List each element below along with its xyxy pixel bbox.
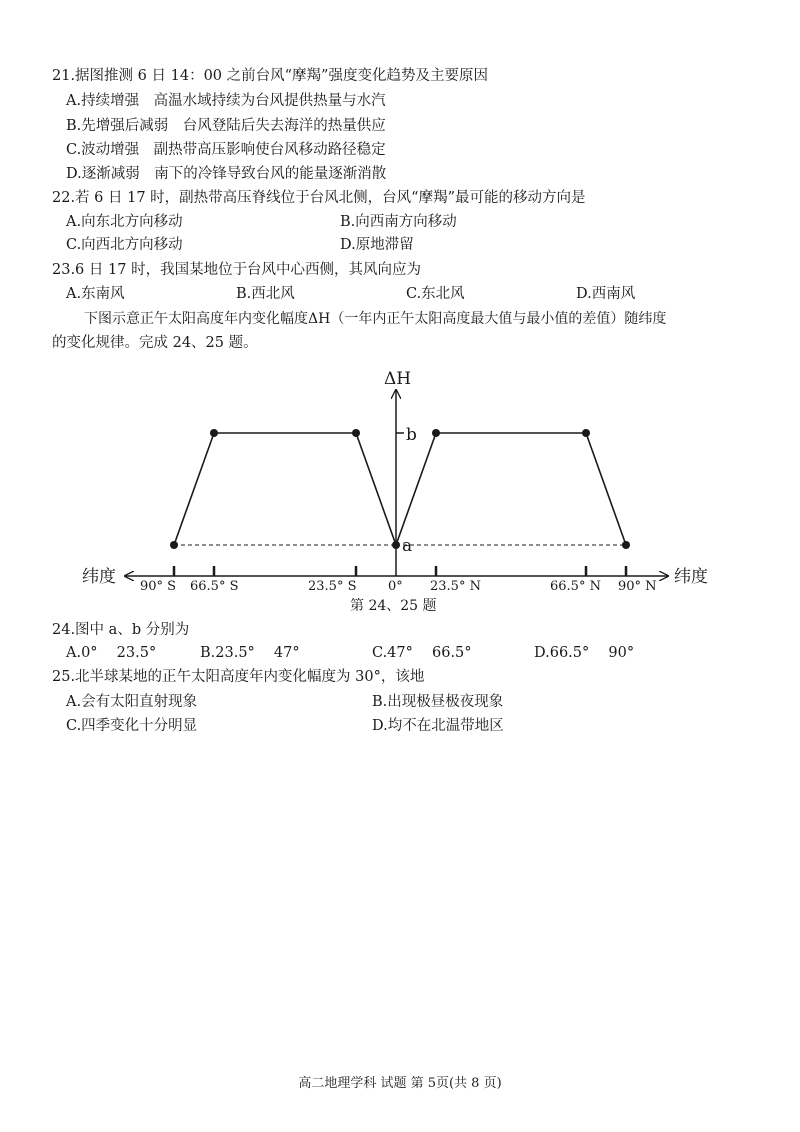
x-axis-label-left: 纬度: [82, 567, 116, 587]
tick-label-90n: 90° N: [618, 579, 657, 594]
tick-label-66n: 66.5° N: [550, 579, 601, 594]
q25-option-c: C.四季变化十分明显: [66, 718, 198, 734]
q23-option-a: A.东南风: [66, 286, 125, 302]
tick-label-66s: 66.5° S: [190, 579, 239, 594]
tick-label-23s: 23.5° S: [308, 579, 357, 594]
q21-option-c: C.波动增强 副热带高压影响使台风移动路径稳定: [66, 142, 386, 158]
point-66s: [210, 429, 218, 437]
q23-option-d: D.西南风: [576, 286, 636, 302]
tick-label-23n: 23.5° N: [430, 579, 481, 594]
point-90s: [170, 541, 178, 549]
y-axis-label: ΔH: [384, 369, 412, 389]
point-23s: [352, 429, 360, 437]
q24-option-b: B.23.5° 47°: [200, 645, 300, 661]
q23-stem: 23.6 日 17 时，我国某地位于台风中心西侧，其风向应为: [52, 262, 422, 278]
figure-caption: 第 24、25 题: [350, 598, 437, 614]
x-axis-label-right: 纬度: [674, 567, 708, 587]
q25-option-a: A.会有太阳直射现象: [66, 694, 198, 710]
q21-stem: 21.据图推测 6 日 14：00 之前台风“摩羯”强度变化趋势及主要原因: [52, 68, 488, 84]
q25-option-b: B.出现极昼极夜现象: [372, 694, 504, 710]
point-66n: [582, 429, 590, 437]
q21-option-d: D.逐渐减弱 南下的冷锋导致台风的能量逐渐消散: [66, 166, 387, 182]
q23-option-b: B.西北风: [236, 286, 295, 302]
page-footer: 高二地理学科 试题 第 5页(共 8 页): [298, 1076, 502, 1091]
q22-option-b: B.向西南方向移动: [340, 214, 457, 230]
q23-option-c: C.东北风: [406, 286, 465, 302]
q25-option-d: D.均不在北温带地区: [372, 718, 504, 734]
point-equator: [392, 541, 400, 549]
q21-option-a: A.持续增强 高温水域持续为台风提供热量与水汽: [66, 93, 386, 109]
latitude-delta-h-figure: [0, 360, 800, 620]
q24-option-a: A.0° 23.5°: [66, 645, 157, 661]
tick-label-0: 0°: [388, 579, 403, 594]
q24-option-d: D.66.5° 90°: [534, 645, 635, 661]
intro-line-1: 下图示意正午太阳高度年内变化幅度ΔH（一年内正午太阳高度最大值与最小值的差值）随纬度: [84, 311, 667, 327]
q22-option-c: C.向西北方向移动: [66, 237, 183, 253]
x-axis-ticks: [174, 566, 626, 576]
q24-stem: 24.图中 a、b 分别为: [52, 622, 190, 638]
q24-option-c: C.47° 66.5°: [372, 645, 472, 661]
point-90n: [622, 541, 630, 549]
q22-option-a: A.向东北方向移动: [66, 214, 183, 230]
q22-option-d: D.原地滞留: [340, 237, 414, 253]
delta-h-curve: [174, 433, 626, 545]
point-23n: [432, 429, 440, 437]
tick-label-90s: 90° S: [140, 579, 177, 594]
q21-option-b: B.先增强后减弱 台风登陆后失去海洋的热量供应: [66, 118, 386, 134]
q22-stem: 22.若 6 日 17 时，副热带高压脊线位于台风北侧，台风“摩羯”最可能的移动方向是: [52, 190, 586, 206]
q25-stem: 25.北半球某地的正午太阳高度年内变化幅度为 30°，该地: [52, 669, 425, 685]
label-a: a: [402, 536, 413, 556]
label-b: b: [406, 425, 417, 445]
intro-line-2: 的变化规律。完成 24、25 题。: [52, 335, 258, 351]
